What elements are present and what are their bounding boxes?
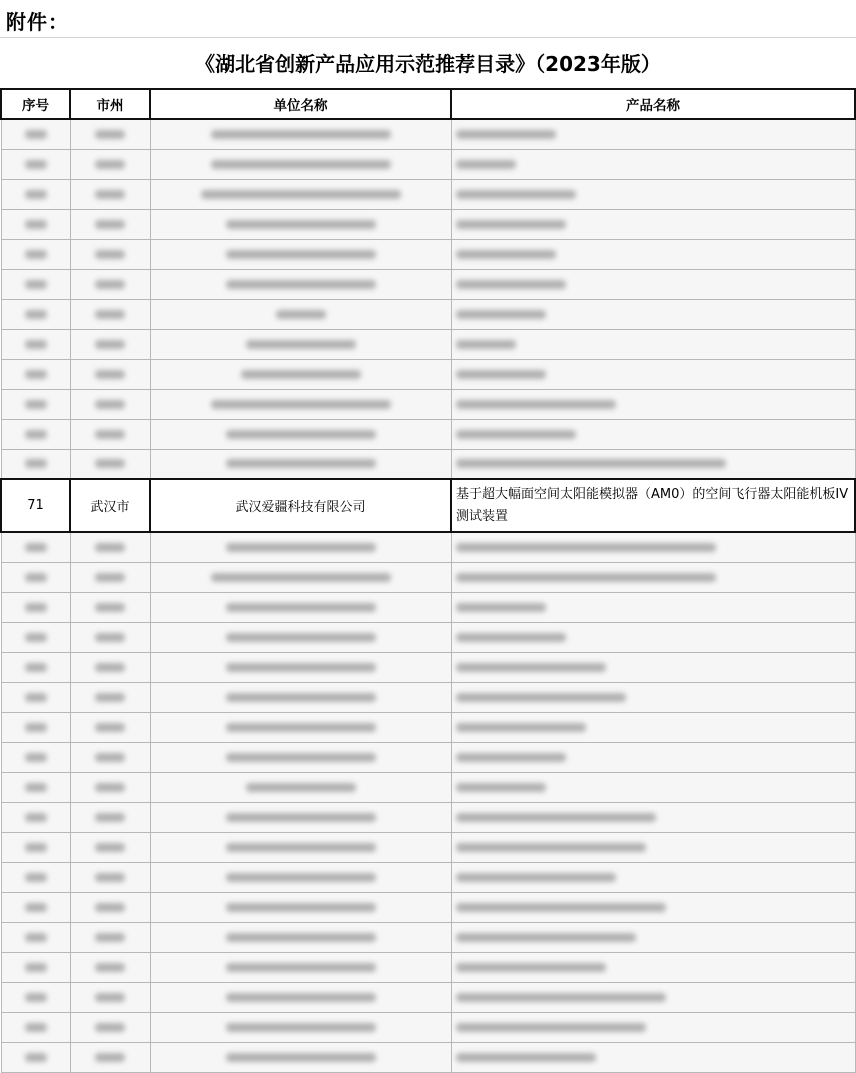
blurred-cell xyxy=(451,1012,855,1042)
redacted-text xyxy=(25,1053,47,1062)
redacted-text xyxy=(95,813,125,822)
table-row-blurred xyxy=(1,622,855,652)
redacted-text xyxy=(226,459,376,468)
blurred-cell xyxy=(451,119,855,149)
table-row-blurred xyxy=(1,532,855,562)
redacted-text xyxy=(95,160,125,169)
table-row-blurred xyxy=(1,119,855,149)
redacted-text xyxy=(95,873,125,882)
blurred-cell xyxy=(70,592,150,622)
blurred-cell xyxy=(70,329,150,359)
table-row-highlighted xyxy=(1,479,855,532)
blurred-cell xyxy=(451,622,855,652)
redacted-text xyxy=(456,1023,646,1032)
redacted-text xyxy=(95,783,125,792)
redacted-text xyxy=(95,663,125,672)
blurred-cell xyxy=(451,802,855,832)
redacted-text xyxy=(456,430,576,439)
blurred-cell xyxy=(70,532,150,562)
redacted-text xyxy=(25,663,47,672)
blurred-cell xyxy=(451,562,855,592)
redacted-text xyxy=(456,723,586,732)
redacted-text xyxy=(95,190,125,199)
redacted-text xyxy=(276,310,326,319)
blurred-cell xyxy=(70,1012,150,1042)
redacted-text xyxy=(226,280,376,289)
table-row-blurred xyxy=(1,1012,855,1042)
redacted-text xyxy=(95,250,125,259)
blurred-cell xyxy=(70,209,150,239)
redacted-text xyxy=(25,723,47,732)
table-row-blurred xyxy=(1,832,855,862)
blurred-cell xyxy=(451,149,855,179)
blurred-cell xyxy=(1,449,70,479)
blurred-cell xyxy=(70,562,150,592)
table-row-blurred xyxy=(1,419,855,449)
blurred-cell xyxy=(1,562,70,592)
blurred-cell xyxy=(1,622,70,652)
redacted-text xyxy=(25,543,47,552)
row-city: 武汉市 xyxy=(70,479,150,532)
redacted-text xyxy=(456,603,546,612)
table-row-blurred xyxy=(1,952,855,982)
table-row-blurred xyxy=(1,449,855,479)
redacted-text xyxy=(95,459,125,468)
redacted-text xyxy=(456,993,666,1002)
table-row-blurred xyxy=(1,712,855,742)
redacted-text xyxy=(95,573,125,582)
product-table xyxy=(0,88,856,1073)
blurred-cell xyxy=(451,359,855,389)
table-row-blurred xyxy=(1,1042,855,1072)
blurred-cell xyxy=(1,802,70,832)
blurred-cell xyxy=(451,982,855,1012)
redacted-text xyxy=(456,459,726,468)
table-row-blurred xyxy=(1,742,855,772)
blurred-cell xyxy=(1,862,70,892)
redacted-text xyxy=(226,873,376,882)
blurred-cell xyxy=(451,862,855,892)
blurred-cell xyxy=(70,239,150,269)
redacted-text xyxy=(226,963,376,972)
redacted-text xyxy=(25,160,47,169)
blurred-cell xyxy=(1,682,70,712)
redacted-text xyxy=(25,933,47,942)
redacted-text xyxy=(226,903,376,912)
blurred-cell xyxy=(451,772,855,802)
blurred-cell xyxy=(150,119,451,149)
blurred-cell xyxy=(1,1012,70,1042)
blurred-cell xyxy=(1,1042,70,1072)
blurred-cell xyxy=(451,449,855,479)
table-row-blurred xyxy=(1,299,855,329)
redacted-text xyxy=(456,843,646,852)
redacted-text xyxy=(211,160,391,169)
redacted-text xyxy=(95,933,125,942)
blurred-cell xyxy=(70,982,150,1012)
blurred-cell xyxy=(1,329,70,359)
blurred-cell xyxy=(70,179,150,209)
redacted-text xyxy=(246,783,356,792)
redacted-text xyxy=(25,873,47,882)
blurred-cell xyxy=(451,179,855,209)
table-row-blurred xyxy=(1,179,855,209)
redacted-text xyxy=(226,603,376,612)
attachment-label: 附件： xyxy=(6,10,69,34)
redacted-text xyxy=(95,843,125,852)
table-header-row xyxy=(1,89,855,119)
blurred-cell xyxy=(70,419,150,449)
redacted-text xyxy=(25,903,47,912)
blurred-cell xyxy=(451,952,855,982)
redacted-text xyxy=(226,843,376,852)
blurred-cell xyxy=(1,179,70,209)
table-row-blurred xyxy=(1,802,855,832)
column-header-company: 单位名称 xyxy=(150,89,451,119)
blurred-cell xyxy=(70,269,150,299)
blurred-cell xyxy=(1,359,70,389)
table-row-blurred xyxy=(1,682,855,712)
blurred-cell xyxy=(150,1012,451,1042)
blurred-cell xyxy=(70,772,150,802)
redacted-text xyxy=(95,543,125,552)
blurred-cell xyxy=(451,652,855,682)
redacted-text xyxy=(95,693,125,702)
redacted-text xyxy=(226,1023,376,1032)
document-title: 《湖北省创新产品应用示范推荐目录》（2023年版） xyxy=(195,52,661,76)
redacted-text xyxy=(95,633,125,642)
blurred-cell xyxy=(150,712,451,742)
blurred-cell xyxy=(150,742,451,772)
blurred-cell xyxy=(150,982,451,1012)
blurred-cell xyxy=(451,832,855,862)
redacted-text xyxy=(211,130,391,139)
blurred-cell xyxy=(451,299,855,329)
redacted-text xyxy=(95,340,125,349)
redacted-text xyxy=(25,400,47,409)
divider xyxy=(0,37,856,38)
blurred-cell xyxy=(150,532,451,562)
blurred-cell xyxy=(150,592,451,622)
redacted-text xyxy=(95,400,125,409)
redacted-text xyxy=(226,813,376,822)
redacted-text xyxy=(456,220,566,229)
redacted-text xyxy=(226,430,376,439)
blurred-cell xyxy=(1,712,70,742)
blurred-cell xyxy=(451,269,855,299)
redacted-text xyxy=(25,130,47,139)
redacted-text xyxy=(456,693,626,702)
blurred-cell xyxy=(150,802,451,832)
blurred-cell xyxy=(150,652,451,682)
blurred-cell xyxy=(70,802,150,832)
blurred-cell xyxy=(1,892,70,922)
redacted-text xyxy=(456,663,606,672)
redacted-text xyxy=(95,220,125,229)
redacted-text xyxy=(456,400,616,409)
blurred-cell xyxy=(150,179,451,209)
redacted-text xyxy=(226,933,376,942)
blurred-cell xyxy=(451,329,855,359)
blurred-cell xyxy=(70,119,150,149)
blurred-cell xyxy=(150,359,451,389)
redacted-text xyxy=(226,633,376,642)
blurred-cell xyxy=(150,149,451,179)
column-header-index: 序号 xyxy=(1,89,70,119)
blurred-cell xyxy=(70,922,150,952)
blurred-cell xyxy=(70,892,150,922)
table-row-blurred xyxy=(1,592,855,622)
table-row-blurred xyxy=(1,652,855,682)
blurred-cell xyxy=(451,742,855,772)
table-row-blurred xyxy=(1,329,855,359)
redacted-text xyxy=(456,310,546,319)
redacted-text xyxy=(456,813,656,822)
redacted-text xyxy=(201,190,401,199)
blurred-cell xyxy=(451,1042,855,1072)
table-row-blurred xyxy=(1,269,855,299)
blurred-cell xyxy=(150,299,451,329)
table-row-blurred xyxy=(1,922,855,952)
redacted-text xyxy=(226,1053,376,1062)
redacted-text xyxy=(25,340,47,349)
redacted-text xyxy=(95,130,125,139)
redacted-text xyxy=(456,903,666,912)
table-row-blurred xyxy=(1,209,855,239)
table-row-blurred xyxy=(1,359,855,389)
redacted-text xyxy=(25,220,47,229)
redacted-text xyxy=(95,903,125,912)
redacted-text xyxy=(25,783,47,792)
redacted-text xyxy=(25,963,47,972)
redacted-text xyxy=(95,430,125,439)
redacted-text xyxy=(456,753,566,762)
table-row-blurred xyxy=(1,892,855,922)
blurred-cell xyxy=(150,622,451,652)
blurred-cell xyxy=(70,742,150,772)
table-row-blurred xyxy=(1,982,855,1012)
redacted-text xyxy=(226,723,376,732)
blurred-cell xyxy=(1,832,70,862)
table-body xyxy=(1,119,855,1072)
redacted-text xyxy=(211,400,391,409)
blurred-cell xyxy=(1,209,70,239)
blurred-cell xyxy=(451,532,855,562)
redacted-text xyxy=(456,933,636,942)
redacted-text xyxy=(246,340,356,349)
blurred-cell xyxy=(451,389,855,419)
blurred-cell xyxy=(451,682,855,712)
blurred-cell xyxy=(70,832,150,862)
redacted-text xyxy=(211,573,391,582)
blurred-cell xyxy=(1,652,70,682)
blurred-cell xyxy=(150,892,451,922)
redacted-text xyxy=(456,783,546,792)
table-row-blurred xyxy=(1,862,855,892)
table-row-blurred xyxy=(1,389,855,419)
blurred-cell xyxy=(70,712,150,742)
blurred-cell xyxy=(70,652,150,682)
redacted-text xyxy=(25,459,47,468)
blurred-cell xyxy=(70,622,150,652)
blurred-cell xyxy=(150,922,451,952)
blurred-cell xyxy=(451,209,855,239)
blurred-cell xyxy=(1,952,70,982)
blurred-cell xyxy=(150,952,451,982)
redacted-text xyxy=(226,250,376,259)
redacted-text xyxy=(456,160,516,169)
redacted-text xyxy=(25,813,47,822)
redacted-text xyxy=(25,250,47,259)
blurred-cell xyxy=(1,772,70,802)
redacted-text xyxy=(226,753,376,762)
blurred-cell xyxy=(1,149,70,179)
row-company: 武汉爱疆科技有限公司 xyxy=(150,479,451,532)
redacted-text xyxy=(456,280,566,289)
redacted-text xyxy=(25,753,47,762)
table-row-blurred xyxy=(1,772,855,802)
redacted-text xyxy=(95,753,125,762)
column-header-city: 市州 xyxy=(70,89,150,119)
redacted-text xyxy=(226,220,376,229)
blurred-cell xyxy=(1,742,70,772)
redacted-text xyxy=(25,993,47,1002)
redacted-text xyxy=(25,310,47,319)
blurred-cell xyxy=(1,532,70,562)
blurred-cell xyxy=(1,592,70,622)
blurred-cell xyxy=(1,119,70,149)
row-product: 基于超大幅面空间太阳能模拟器（AM0）的空间飞行器太阳能机板IV测试装置 xyxy=(451,479,855,532)
blurred-cell xyxy=(150,832,451,862)
blurred-cell xyxy=(70,299,150,329)
blurred-cell xyxy=(150,389,451,419)
blurred-cell xyxy=(70,862,150,892)
blurred-cell xyxy=(150,682,451,712)
redacted-text xyxy=(25,1023,47,1032)
blurred-cell xyxy=(150,862,451,892)
redacted-text xyxy=(95,993,125,1002)
blurred-cell xyxy=(150,772,451,802)
blurred-cell xyxy=(150,449,451,479)
blurred-cell xyxy=(1,239,70,269)
redacted-text xyxy=(456,1053,596,1062)
blurred-cell xyxy=(70,389,150,419)
redacted-text xyxy=(95,603,125,612)
redacted-text xyxy=(25,430,47,439)
redacted-text xyxy=(226,663,376,672)
redacted-text xyxy=(456,543,716,552)
redacted-text xyxy=(456,633,566,642)
blurred-cell xyxy=(70,449,150,479)
blurred-cell xyxy=(451,592,855,622)
blurred-cell xyxy=(1,419,70,449)
redacted-text xyxy=(95,963,125,972)
redacted-text xyxy=(456,190,576,199)
blurred-cell xyxy=(150,329,451,359)
blurred-cell xyxy=(451,922,855,952)
blurred-cell xyxy=(451,419,855,449)
blurred-cell xyxy=(1,922,70,952)
table-row-blurred xyxy=(1,149,855,179)
redacted-text xyxy=(95,1023,125,1032)
redacted-text xyxy=(226,693,376,702)
table-row-blurred xyxy=(1,562,855,592)
blurred-cell xyxy=(70,1042,150,1072)
redacted-text xyxy=(456,573,716,582)
blurred-cell xyxy=(451,892,855,922)
redacted-text xyxy=(95,280,125,289)
redacted-text xyxy=(25,633,47,642)
blurred-cell xyxy=(150,1042,451,1072)
blurred-cell xyxy=(70,359,150,389)
blurred-cell xyxy=(150,269,451,299)
redacted-text xyxy=(456,963,606,972)
table-row-blurred xyxy=(1,239,855,269)
blurred-cell xyxy=(1,389,70,419)
redacted-text xyxy=(456,250,556,259)
redacted-text xyxy=(241,370,361,379)
blurred-cell xyxy=(150,419,451,449)
blurred-cell xyxy=(1,269,70,299)
blurred-cell xyxy=(150,562,451,592)
redacted-text xyxy=(25,603,47,612)
redacted-text xyxy=(95,723,125,732)
blurred-cell xyxy=(451,712,855,742)
blurred-cell xyxy=(70,149,150,179)
blurred-cell xyxy=(150,239,451,269)
redacted-text xyxy=(25,843,47,852)
redacted-text xyxy=(226,543,376,552)
blurred-cell xyxy=(1,982,70,1012)
redacted-text xyxy=(456,340,516,349)
redacted-text xyxy=(456,370,546,379)
redacted-text xyxy=(456,130,556,139)
redacted-text xyxy=(25,693,47,702)
row-index: 71 xyxy=(1,479,70,532)
redacted-text xyxy=(456,873,616,882)
redacted-text xyxy=(25,190,47,199)
redacted-text xyxy=(95,370,125,379)
redacted-text xyxy=(25,370,47,379)
column-header-product: 产品名称 xyxy=(451,89,855,119)
redacted-text xyxy=(226,993,376,1002)
blurred-cell xyxy=(451,239,855,269)
redacted-text xyxy=(95,1053,125,1062)
redacted-text xyxy=(25,280,47,289)
redacted-text xyxy=(25,573,47,582)
blurred-cell xyxy=(70,952,150,982)
blurred-cell xyxy=(70,682,150,712)
redacted-text xyxy=(95,310,125,319)
blurred-cell xyxy=(1,299,70,329)
blurred-cell xyxy=(150,209,451,239)
